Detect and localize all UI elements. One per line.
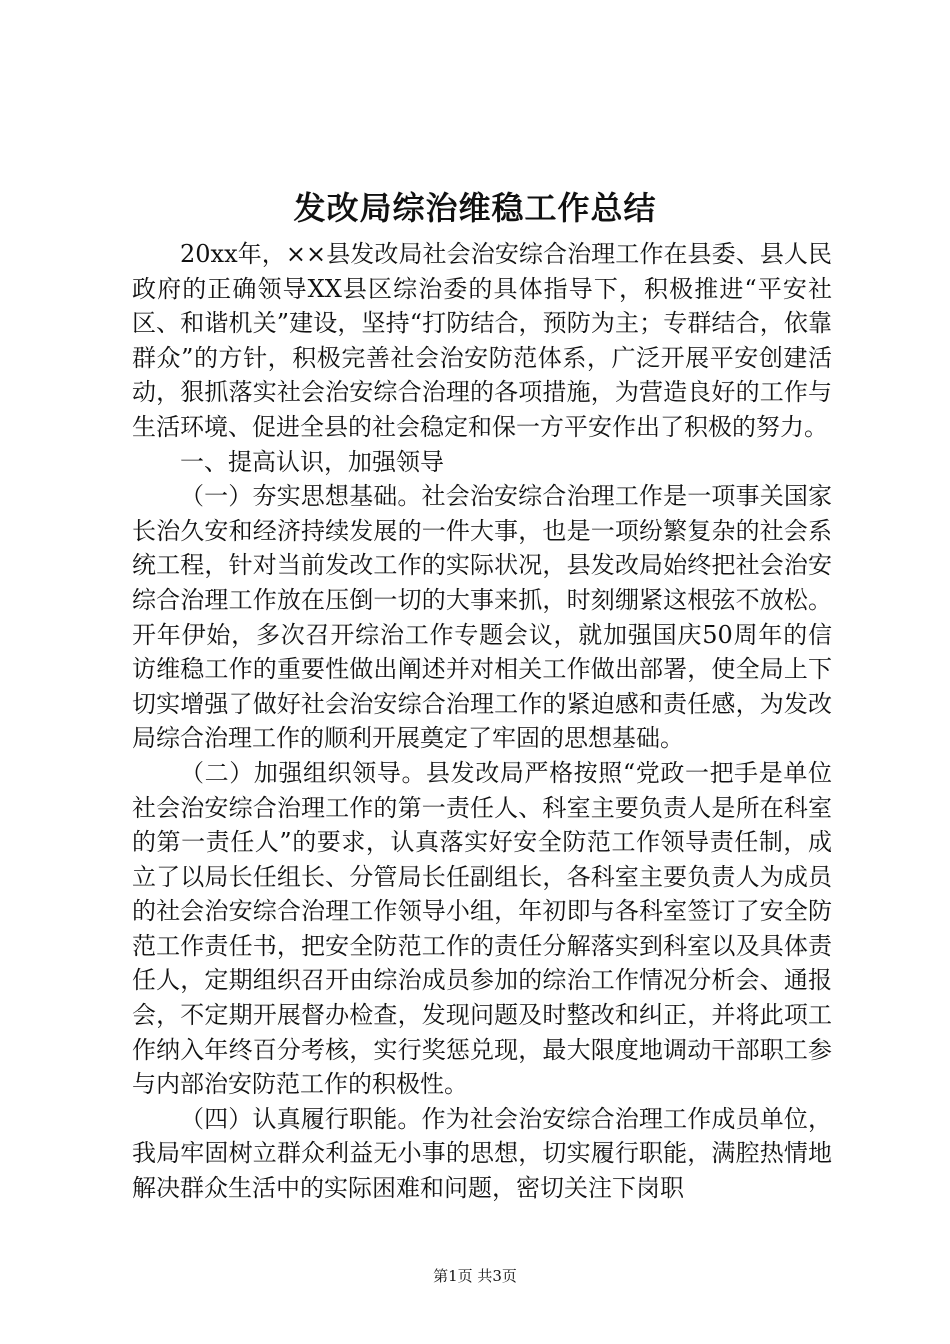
document-body [132,237,832,1206]
paragraph-1: （一）夯实思想基础。社会治安综合治理工作是一项事关国家长治久安和经济持续发展的一件大事，也是一项纷繁复杂的社会系统工程，针对当前发改工作的实际状况，县发改局始终把社会治安综合治理工作放在压倒一切的大事来抓，时刻绷紧这根弦不放松。开年伊始，多次召开综治工作专题会议，就加强国庆50周年的信访维稳工作的重要性做出阐述并对相关工作做出部署，使全局上下切实增强了做好社会治安综合治理工作的紧迫感和责任感，为发改局综合治理工作的顺利开展奠定了牢固的思想基础。 [132,482,832,753]
page-footer: 第1页 共3页 [433,1267,517,1285]
document-title: 发改局综治维稳工作总结 [293,189,657,227]
paragraph-4: （四）认真履行职能。作为社会治安综合治理工作成员单位，我局牢固树立群众利益无小事的思想，切实履行职能，满腔热情地解决群众生活中的实际困难和问题，密切关注下岗职 [132,1104,832,1203]
paragraph-2: （二）加强组织领导。县发改局严格按照“党政一把手是单位社会治安综合治理工作的第一责任人、科室主要负责人是所在科室的第一责任人”的要求，认真落实好安全防范工作领导责任制，成立了以局长任组长、分管局长任副组长，各科室主要负责人为成员的社会治安综合治理工作领导小组，年初即与各科室签订了安全防范工作责任书，把安全防范工作的责任分解落实到科室以及具体责任人，定期组织召开由综治成员参加的综治工作情况分析会、通报会，不定期开展督办检查，发现问题及时整改和纠正，并将此项工作纳入年终百分考核，实行奖惩兑现，最大限度地调动干部职工参与内部治安防范工作的积极性。 [132,758,832,1099]
section-heading: 一、提高认识，加强领导 [180,447,444,476]
intro-paragraph: 20xx年，××县发改局社会治安综合治理工作在县委、县人民政府的正确领导XX县区综治委的具体指导下，积极推进“平安社区、和谐机关”建设，坚持“打防结合，预防为主；专群结合，依靠群众”的方针，积极完善社会治安防范体系，广泛开展平安创建活动，狠抓落实社会治安综合治理的各项措施，为营造良好的工作与生活环境、促进全县的社会稳定和保一方平安作出了积极的努力。 [132,240,832,441]
